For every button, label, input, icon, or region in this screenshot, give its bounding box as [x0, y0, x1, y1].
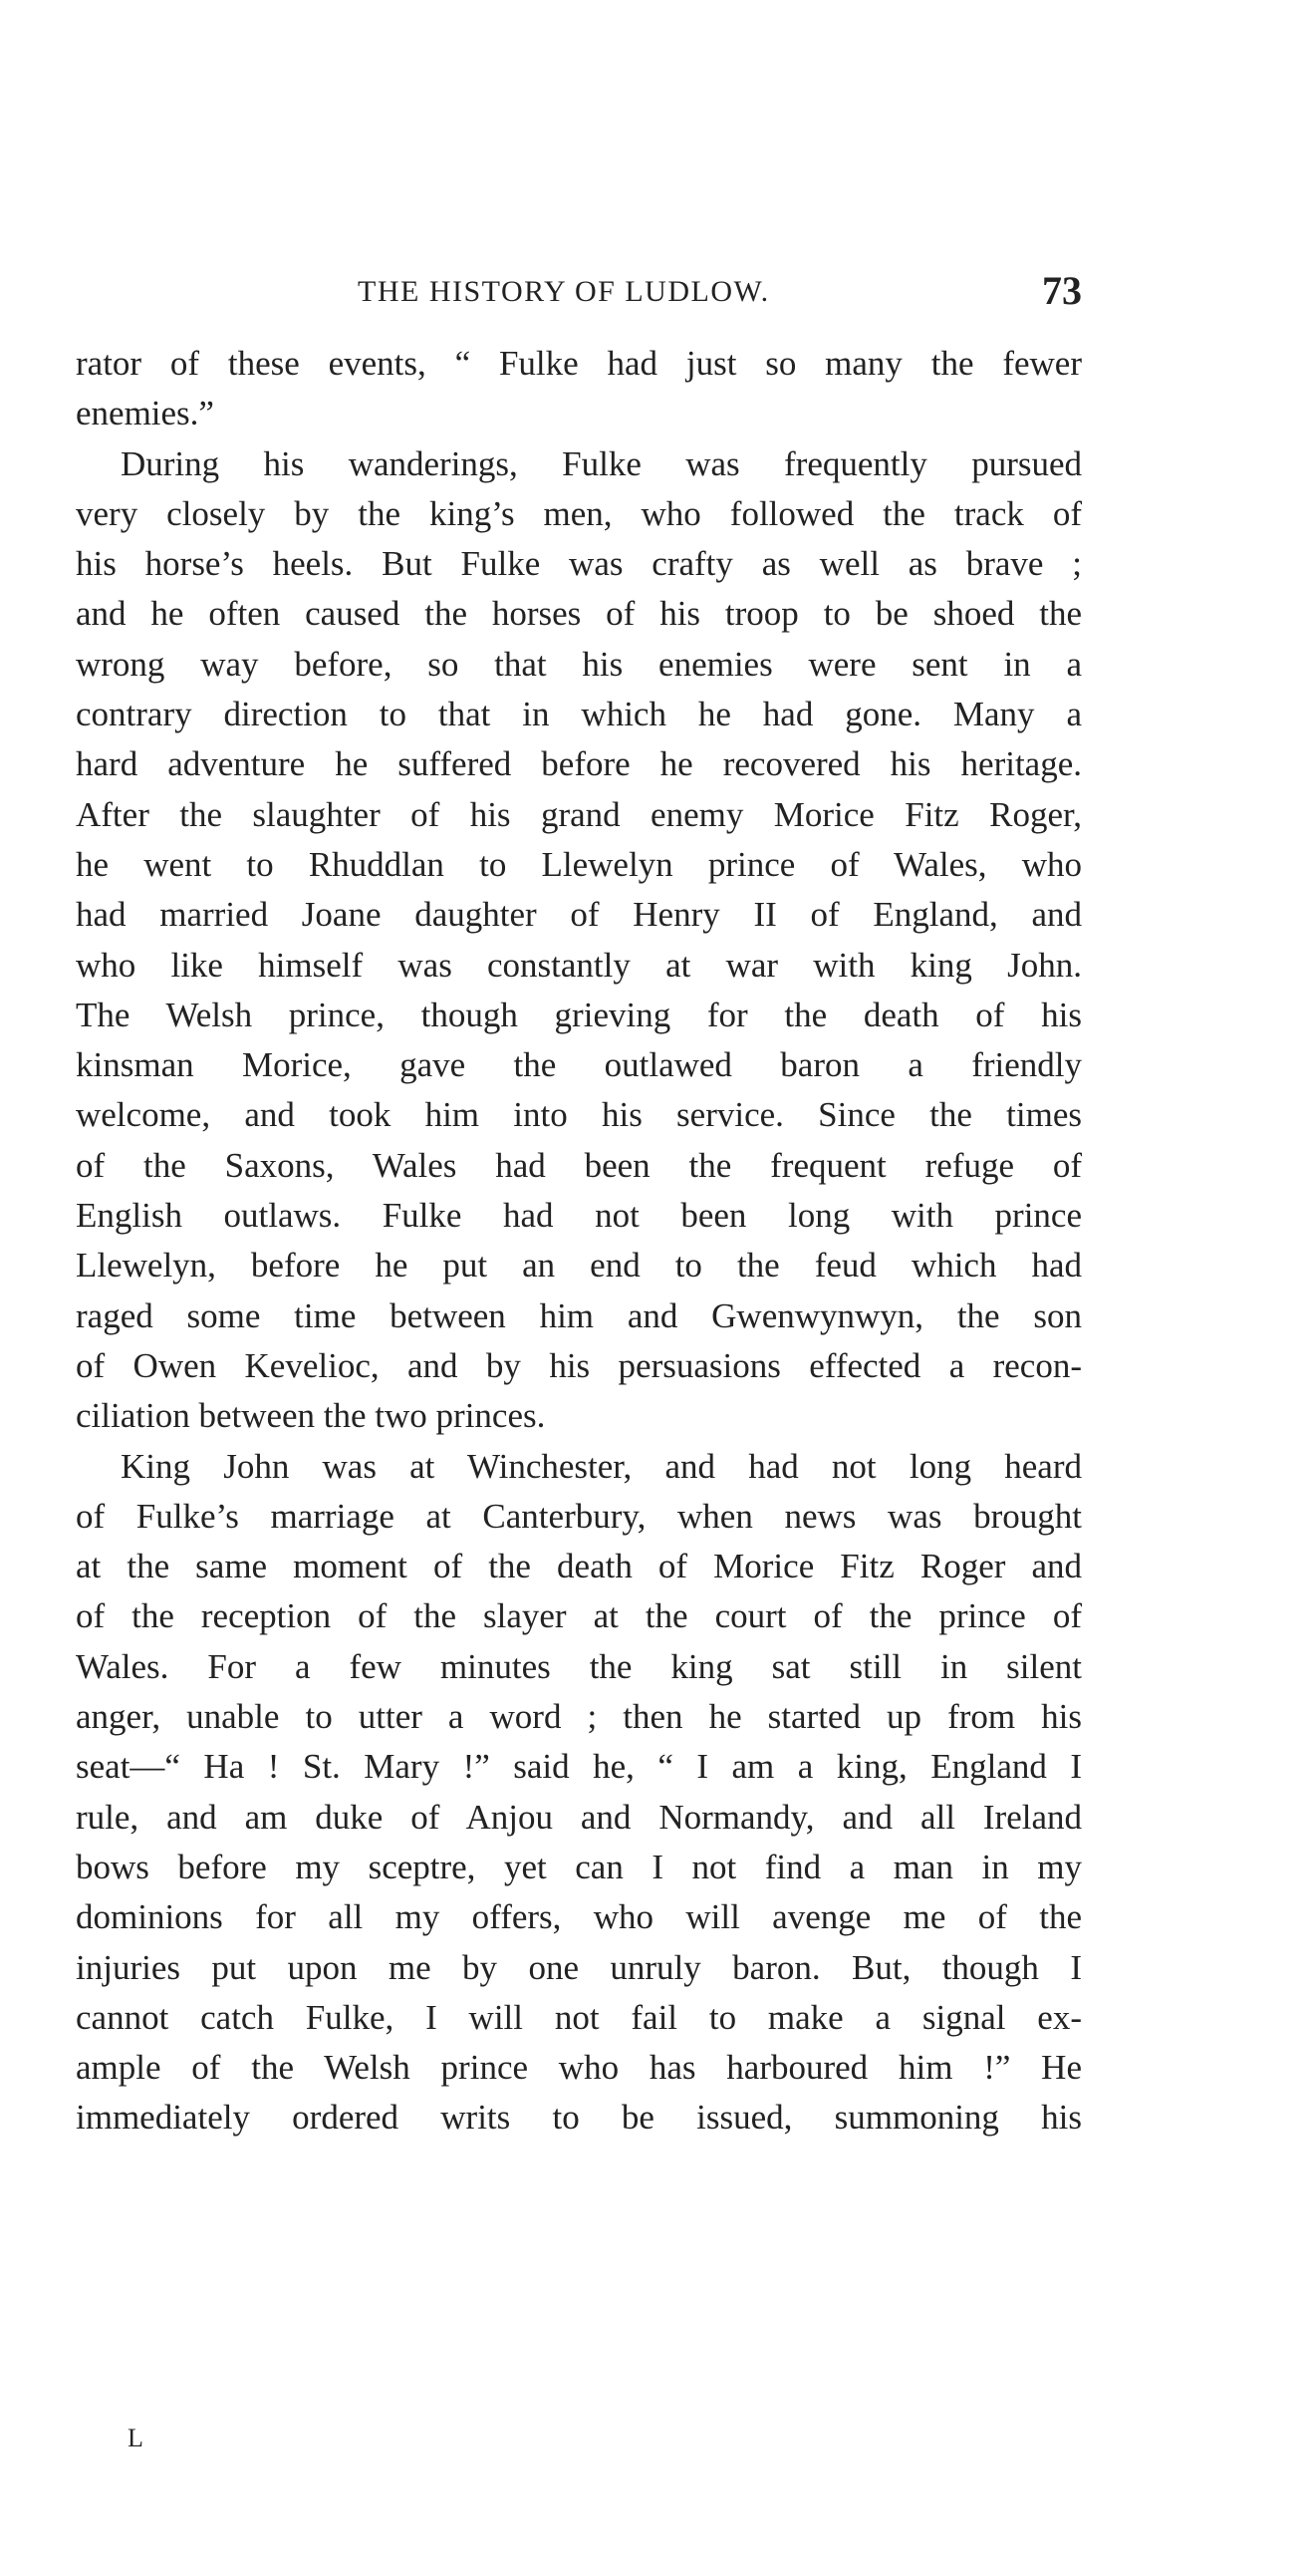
- text-line: rator of these events, “ Fulke had just so many the fewer: [76, 344, 1082, 383]
- text-line: Llewelyn, before he put an end to the feud which had: [76, 1246, 1082, 1286]
- text-line: bows before my sceptre, yet can I not find a man in my: [76, 1847, 1082, 1886]
- text-line: The Welsh prince, though grieving for the death of his: [76, 995, 1082, 1034]
- text-line: enemies.”: [76, 394, 214, 433]
- text-line: of Fulke’s marriage at Canterbury, when news was brought: [76, 1496, 1082, 1536]
- text-line: of the Saxons, Wales had been the frequent refuge of: [76, 1145, 1082, 1185]
- text-line: immediately ordered writs to be issued, summoning his: [76, 2098, 1082, 2138]
- text-line: contrary direction to that in which he had gone. Many a: [76, 695, 1082, 734]
- text-line: at the same moment of the death of Morice Fitz Roger and: [76, 1547, 1082, 1586]
- text-line: who like himself was constantly at war with king John.: [76, 945, 1082, 985]
- text-line: and he often caused the horses of his troop to be shoed the: [76, 594, 1082, 634]
- page-header: [76, 265, 1082, 315]
- text-line: of Owen Kevelioc, and by his persuasions effected a recon-: [76, 1345, 1082, 1385]
- text-line: kinsman Morice, gave the outlawed baron a friendly: [76, 1045, 1082, 1085]
- text-line: hard adventure he suffered before he recovered his heritage.: [76, 744, 1082, 784]
- text-line: During his wanderings, Fulke was frequently pursued: [121, 443, 1082, 483]
- text-line: Wales. For a few minutes the king sat still in silent: [76, 1646, 1082, 1686]
- text-line: his horse’s heels. But Fulke was crafty as well as brave ;: [76, 544, 1082, 584]
- text-line: raged some time between him and Gwenwynwyn, the son: [76, 1295, 1082, 1335]
- text-line: had married Joane daughter of Henry II of England, and: [76, 895, 1082, 935]
- signature-mark: L: [128, 2424, 144, 2452]
- text-line: dominions for all my offers, who will avenge me of the: [76, 1897, 1082, 1937]
- text-line: cannot catch Fulke, I will not fail to make a signal ex-: [76, 1997, 1082, 2037]
- text-line: anger, unable to utter a word ; then he started up from his: [76, 1697, 1082, 1737]
- text-line: King John was at Winchester, and had not long heard: [121, 1446, 1082, 1486]
- text-line: rule, and am duke of Anjou and Normandy, and all Ireland: [76, 1797, 1082, 1837]
- running-head: THE HISTORY OF LUDLOW.: [358, 275, 770, 308]
- text-line: he went to Rhuddlan to Llewelyn prince of Wales, who: [76, 844, 1082, 884]
- text-line: very closely by the king’s men, who followed the track of: [76, 493, 1082, 533]
- text-line: of the reception of the slayer at the court of the prince of: [76, 1596, 1082, 1636]
- text-line: welcome, and took him into his service. Since the times: [76, 1095, 1082, 1135]
- text-line: ciliation between the two princes.: [76, 1396, 546, 1436]
- body-text: [76, 339, 1082, 2144]
- text-line: injuries put upon me by one unruly baron. But, though I: [76, 1947, 1082, 1987]
- text-line: seat—“ Ha ! St. Mary !” said he, “ I am a king, England I: [76, 1747, 1082, 1787]
- page-number: 73: [1042, 268, 1082, 313]
- text-line: ample of the Welsh prince who has harboured him !” He: [76, 2048, 1082, 2088]
- text-line: wrong way before, so that his enemies were sent in a: [76, 644, 1082, 684]
- text-line: After the slaughter of his grand enemy Morice Fitz Roger,: [76, 794, 1082, 834]
- text-line: English outlaws. Fulke had not been long with prince: [76, 1196, 1082, 1236]
